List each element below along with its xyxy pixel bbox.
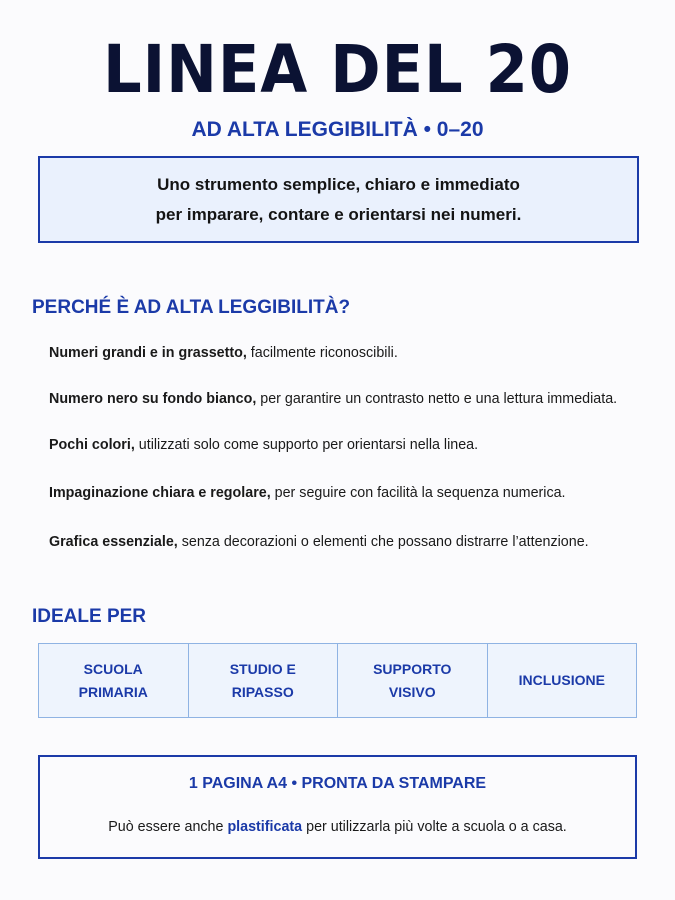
intro-line-1: Uno strumento semplice, chiaro e immediato bbox=[157, 174, 520, 194]
ideal-cell-studio-ripasso: STUDIO E RIPASSO bbox=[189, 644, 339, 717]
ideal-cell-supporto-visivo: SUPPORTO VISIVO bbox=[338, 644, 488, 717]
print-box bbox=[38, 755, 637, 859]
feature-text: facilmente riconoscibili. bbox=[246, 345, 398, 361]
intro-box bbox=[38, 156, 639, 243]
feature-text: per seguire con facilità la sequenza numerica. bbox=[270, 485, 566, 501]
feature-item bbox=[49, 435, 478, 455]
ideal-cell-scuola-primaria: SCUOLA PRIMARIA bbox=[39, 644, 189, 717]
feature-item bbox=[49, 532, 589, 552]
ideal-grid bbox=[38, 643, 637, 718]
feature-text: utilizzati solo come supporto per orientarsi nella linea. bbox=[134, 437, 479, 453]
ideal-heading: IDEALE PER bbox=[32, 606, 147, 627]
feature-text: per garantire un contrasto netto e una lettura immediata. bbox=[256, 391, 618, 407]
print-text bbox=[40, 819, 635, 835]
why-heading: PERCHÉ È AD ALTA LEGGIBILITÀ? bbox=[32, 297, 351, 318]
page-subtitle: AD ALTA LEGGIBILITÀ • 0–20 bbox=[191, 118, 484, 141]
feature-item bbox=[49, 389, 617, 409]
feature-bold: Numeri grandi e in grassetto, bbox=[49, 345, 247, 361]
print-text-before: Può essere anche bbox=[108, 819, 228, 835]
feature-text: senza decorazioni o elementi che possano distrarre l’attenzione. bbox=[177, 534, 589, 550]
feature-bold: Impaginazione chiara e regolare, bbox=[49, 485, 271, 501]
ideal-cell-inclusione: INCLUSIONE bbox=[518, 672, 605, 688]
print-text-after: per utilizzarla più volte a scuola o a casa. bbox=[302, 819, 567, 835]
print-highlight: plastificata bbox=[227, 819, 303, 835]
page-title: LINEA DEL 20 bbox=[103, 31, 572, 108]
feature-item bbox=[49, 343, 398, 363]
feature-item bbox=[49, 483, 566, 503]
feature-bold: Numero nero su fondo bianco, bbox=[49, 391, 257, 407]
intro-line-2: per imparare, contare e orientarsi nei numeri. bbox=[155, 204, 522, 224]
feature-bold: Pochi colori, bbox=[49, 437, 135, 453]
print-title: 1 PAGINA A4 • PRONTA DA STAMPARE bbox=[188, 775, 487, 792]
feature-bold: Grafica essenziale, bbox=[49, 534, 178, 550]
